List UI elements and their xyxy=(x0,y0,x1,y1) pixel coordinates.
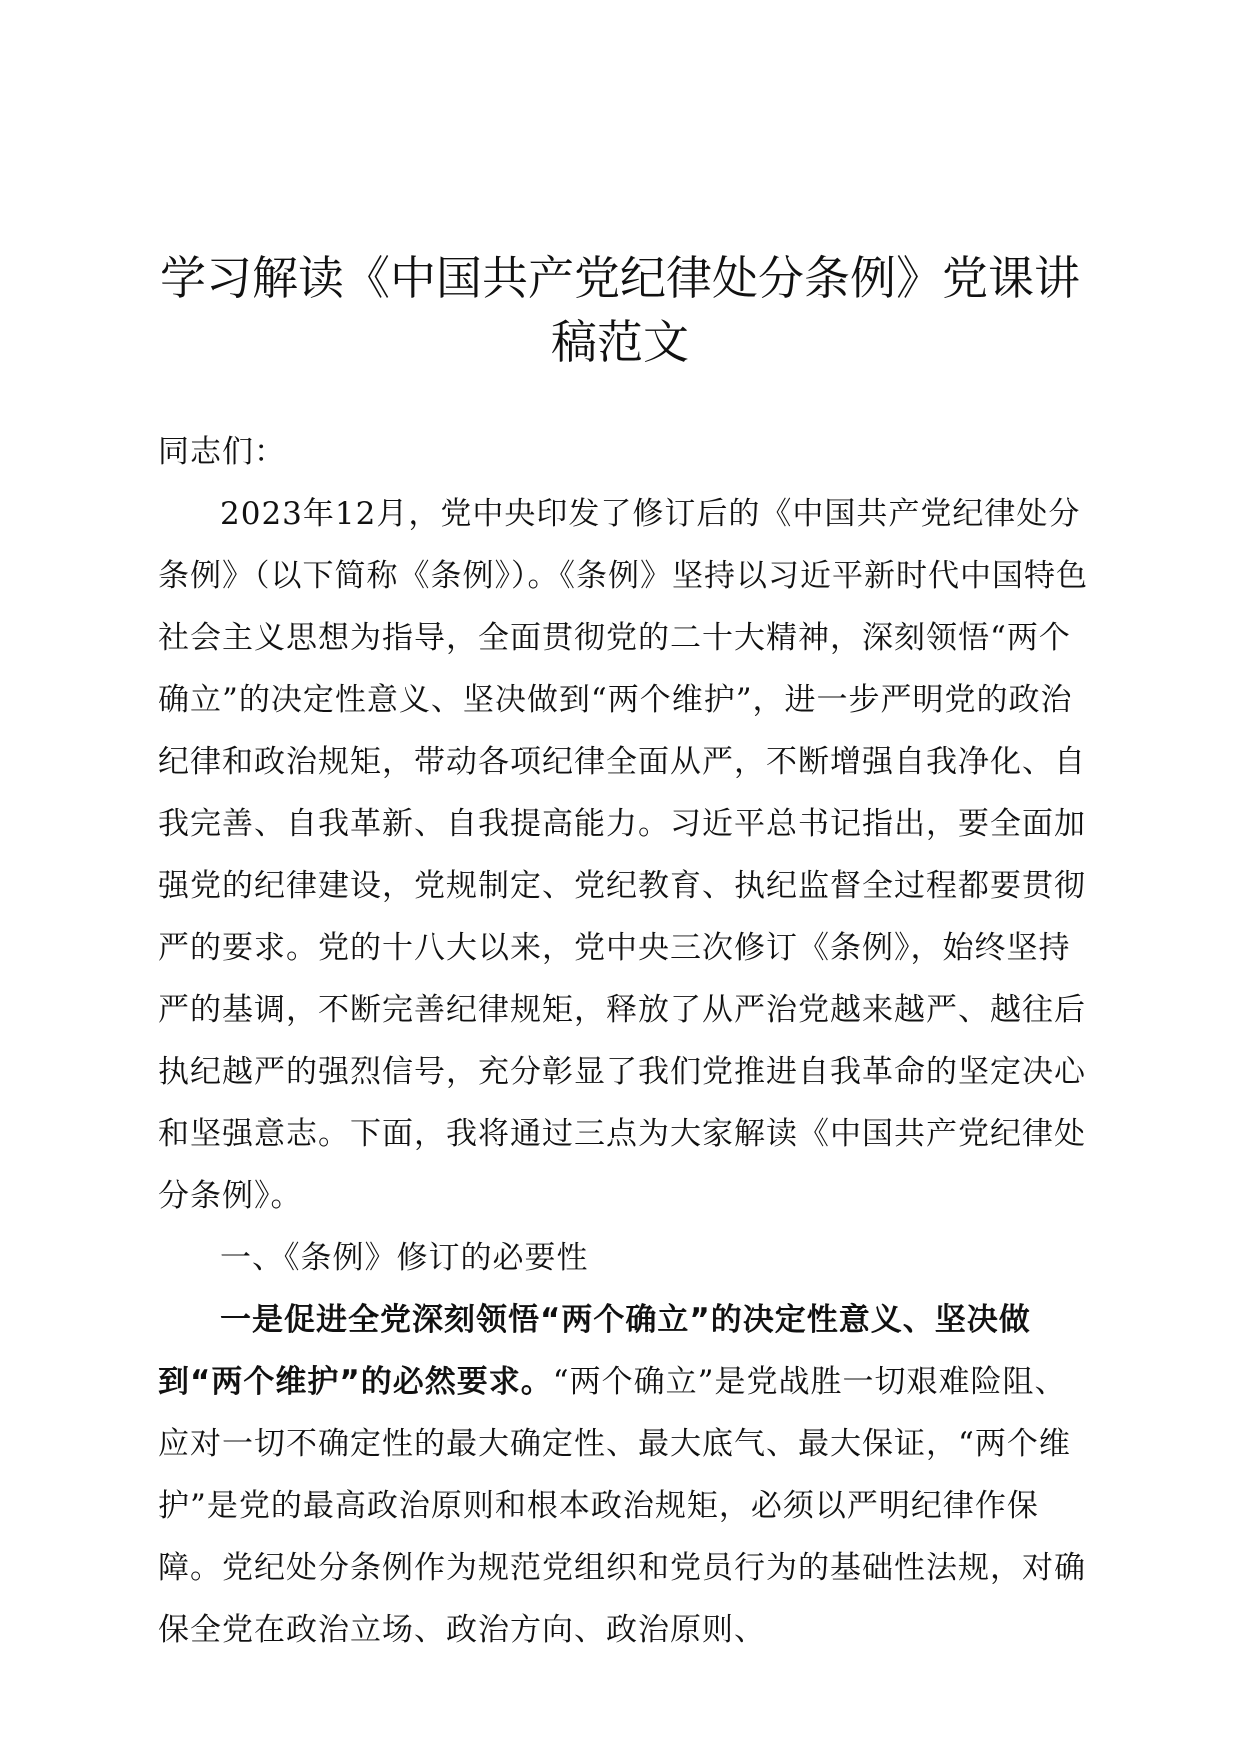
paragraph-intro: 2023年12月，党中央印发了修订后的《中国共产党纪律处分条例》（以下简称《条例》）。《条例》坚持以习近平新时代中国特色社会主义思想为指导，全面贯彻党的二十大精神，深刻领悟“两个确立”的决定性意义、坚决做到“两个维护”，进一步严明党的政治纪律和政治规矩，带动各项纪律全面从严，不断增强自我净化、自我完善、自我革新、自我提高能力。习近平总书记指出，要全面加强党的纪律建设，党规制定、党纪教育、执纪监督全过程都要贯彻严的要求。党的十八大以来，党中央三次修订《条例》，始终坚持严的基调，不断完善纪律规矩，释放了从严治党越来越严、越往后执纪越严的强烈信号，充分彰显了我们党推进自我革命的坚定决心和坚强意志。下面，我将通过三点为大家解读《中国共产党纪律处分条例》。 xyxy=(158,496,1088,1214)
section-heading-1: 一、《条例》修订的必要性 xyxy=(220,1240,589,1276)
point-1-lead: 一是促进全党深刻领悟“两个确立”的决定性意义、坚决做到“两个维护”的必然要求。 xyxy=(158,1302,1031,1400)
title-line-1: 学习解读《中国共产党纪律处分条例》党课讲 xyxy=(160,251,1080,305)
title-line-2: 稿范文 xyxy=(551,315,689,369)
point-1-text: “两个确立”是党战胜一切艰难险阻、应对一切不确定性的最大确定性、最大底气、最大保证，“两个维护”是党的最高政治原则和根本政治规矩，必须以严明纪律作保障。党纪处分条例作为规范党组织和党员行为的基础性法规，对确保全党在政治立场、政治方向、政治原则、 xyxy=(158,1364,1086,1648)
paragraph-point-1 xyxy=(158,1289,1088,1661)
salutation: 同志们： xyxy=(158,434,286,470)
document-body xyxy=(158,421,1088,1661)
document-title xyxy=(150,246,1090,374)
